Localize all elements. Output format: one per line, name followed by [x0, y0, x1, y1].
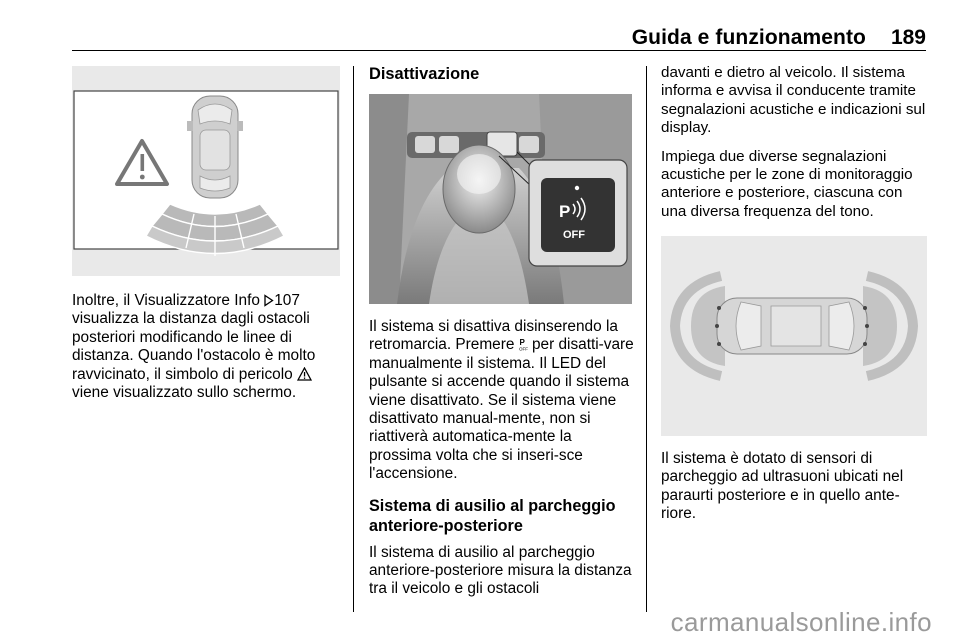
- paragraph-info-display: [72, 292, 344, 402]
- column-divider-right: [646, 66, 647, 612]
- off-label: OFF: [563, 229, 585, 241]
- column-right-text-top: [661, 64, 931, 221]
- svg-text:OFF: OFF: [518, 346, 528, 352]
- section-heading-deactivation: Disattivazione: [369, 65, 480, 83]
- paragraph-text: Inoltre, il Visualizzatore Info: [72, 292, 265, 309]
- sensor-zones-illustration: [661, 236, 927, 436]
- paragraph-text: visualizza la distanza dagli ostacoli posteriori modificando le linee di distanza. Quando l'ostacolo è molto ravvicinato, il simbolo di pericolo: [72, 310, 316, 383]
- car-side-top-view-icon: [715, 298, 869, 354]
- column-divider-left: [353, 66, 354, 612]
- paragraph-deactivation: [369, 318, 635, 484]
- page-reference-number[interactable]: 107: [274, 292, 300, 309]
- warning-symbol-icon: [297, 367, 312, 381]
- paragraph-text: Il sistema si disattiva disinserendo la retromarcia. Premere: [369, 318, 618, 354]
- parking-button-icon: [519, 337, 528, 351]
- page-title: Guida e funzionamento: [631, 26, 866, 49]
- column-middle: [369, 64, 633, 85]
- front-zone-arc-icon: [863, 276, 913, 376]
- svg-text:P: P: [519, 338, 525, 348]
- paragraph-acoustic-signals: Impiega due diverse segnalazioni acustiche per le zone di monitoraggio anteriore e posteriore, ciascuna con una diversa frequenza del tono.: [661, 147, 913, 220]
- page-header: [72, 22, 926, 51]
- paragraph-ultrasonic-sensors: Il sistema è dotato di sensori di parcheggio ad ultrasuoni ubicati nel paraurti posteriore e in quello ante-riore.: [661, 450, 904, 523]
- watermark: carmanualsonline.info: [670, 607, 932, 637]
- rear-parking-display-illustration: [72, 66, 340, 276]
- page-number: 189: [890, 26, 926, 49]
- car-top-view-icon: [187, 96, 243, 198]
- rear-parking-display-figure: [72, 66, 340, 276]
- front-rear-sensor-figure: [661, 236, 927, 436]
- section-heading-front-rear-assist: Sistema di ausilio al parcheggio anteriore-posteriore: [369, 496, 616, 535]
- svg-text:P: P: [559, 202, 571, 221]
- page-reference-arrow-icon: [264, 294, 274, 307]
- paragraph-front-rear-intro: Il sistema di ausilio al parcheggio anteriore-posteriore misura la distanza tra il veicolo e gli ostacoli: [369, 543, 632, 598]
- console-button-figure: [369, 94, 632, 304]
- column-right-text-bottom: [661, 450, 927, 524]
- console-illustration: [369, 94, 632, 304]
- paragraph-text: viene visualizzato sullo schermo.: [72, 384, 297, 402]
- paragraph-text: per disatti-vare manualmente il sistema. Il LED del pulsante si accende quando il sistema viene disattivato. Se il sistema viene disattivato manual-mente, non si riattiverà automatica-mente la prossima volta che si inseri-sce l'accensione.: [369, 336, 634, 483]
- paragraph-system-info: davanti e dietro al veicolo. Il sistema informa e avvisa il conducente tramite segnalazioni acustiche e indicazioni sul display.: [661, 64, 926, 137]
- column-middle-text: [369, 318, 635, 599]
- column-left-text: [72, 292, 344, 402]
